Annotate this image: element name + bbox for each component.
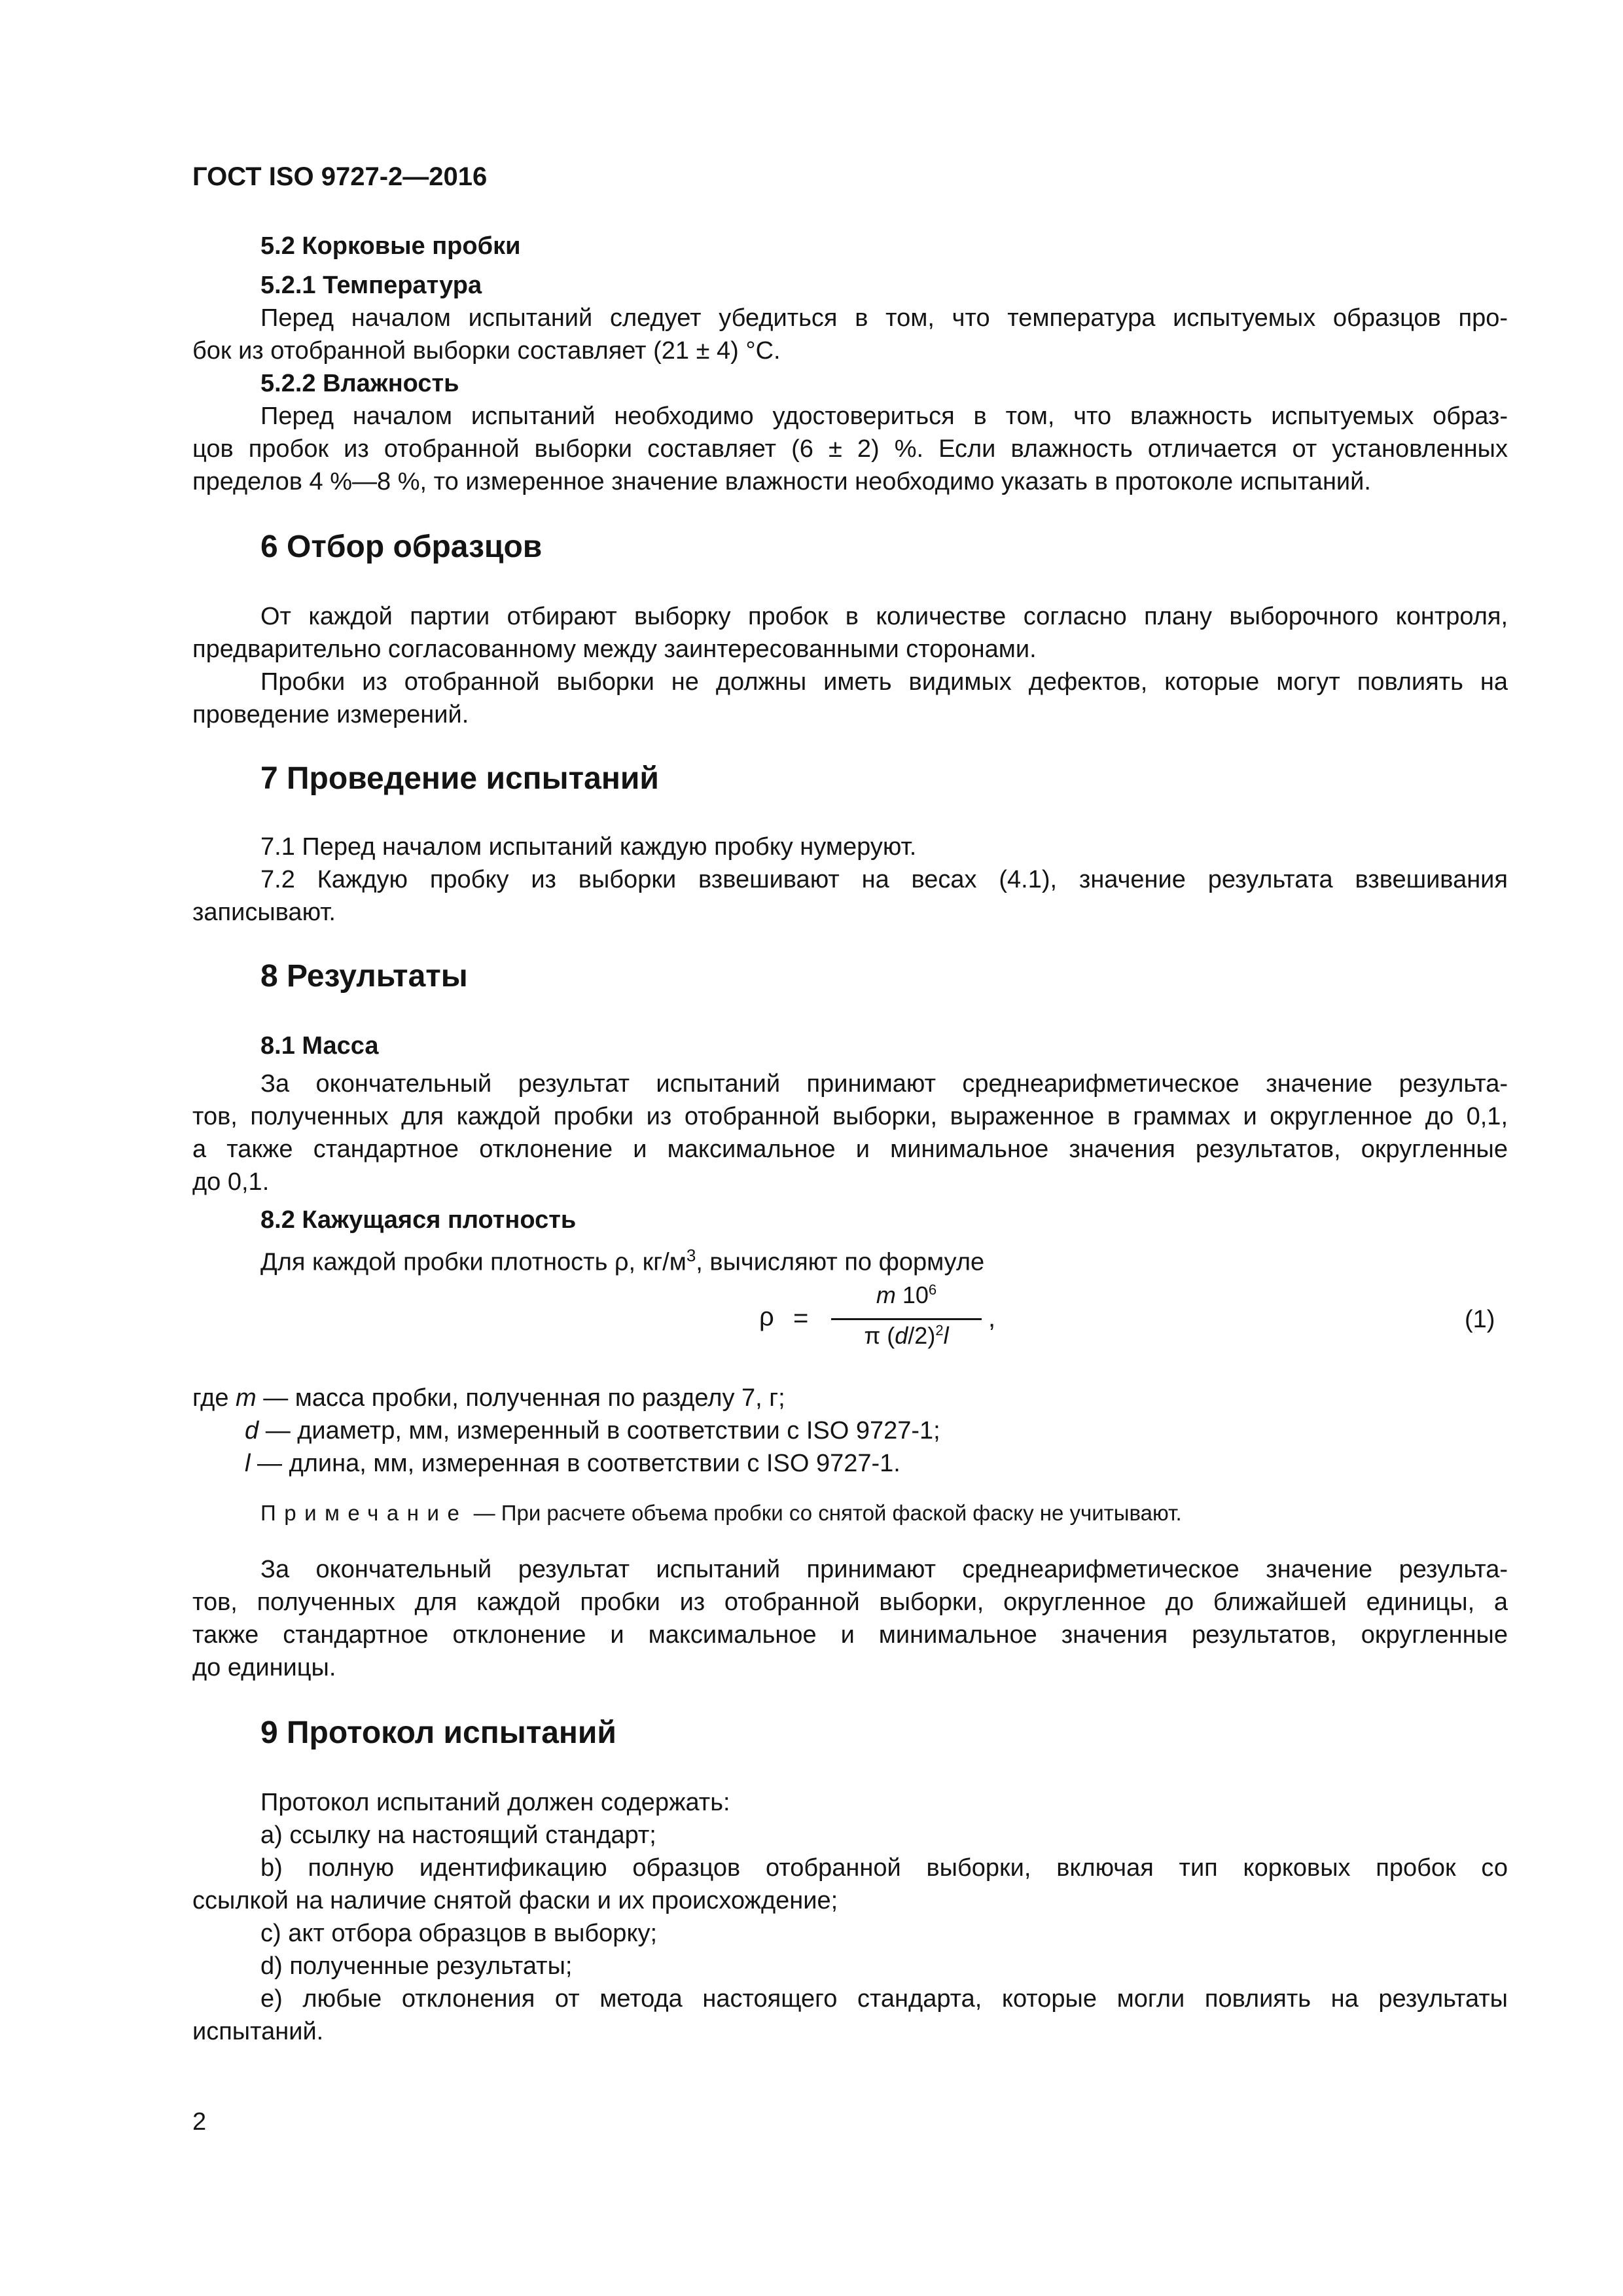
paragraph-line: тов, полученных для каждой пробки из отобранной выборки, округленное до ближайшей единицы, а [192, 1588, 1508, 1616]
formula-intro: Для каждой пробки плотность ρ, $кг/м^3$, вычисляют по формуле [260, 1246, 985, 1276]
section-7-heading: 7 Проведение испытаний [260, 761, 659, 796]
paragraph-line: также стандартное отклонение и максимальное и минимальное значения результатов, округленные [192, 1621, 1508, 1649]
section-8-heading: 8 Результаты [260, 959, 468, 994]
list-item: b) полную идентификацию образцов отобранной выборки, включая тип корковых пробок со [260, 1854, 1508, 1882]
paragraph-line: записывают. [192, 899, 336, 926]
formula-comma: , [988, 1304, 996, 1333]
paragraph-line: проведение измерений. [192, 701, 469, 728]
paragraph-line: до 0,1. [192, 1168, 270, 1196]
section-9-heading: 9 Протокол испытаний [260, 1715, 616, 1750]
formula-equals: = [793, 1304, 809, 1333]
section-6-heading: 6 Отбор образцов [260, 529, 543, 564]
paragraph-line: От каждой партии отбирают выборку пробок в количестве согласно плану выборочного контроля, [260, 603, 1508, 630]
formula-lhs: ρ [759, 1302, 774, 1331]
equation-number: (1) [1465, 1306, 1495, 1333]
section-5-2-2-title: 5.2.2 Влажность [260, 370, 459, 397]
formula-numerator: m $10^6$ [876, 1282, 937, 1308]
list-item: c) акт отбора образцов в выборку; [260, 1920, 658, 1947]
paragraph-line: Перед началом испытаний необходимо удостовериться в том, что влажность испытуемых образ- [260, 403, 1508, 430]
paragraph-line: бок из отобранной выборки составляет (21 ± 4) °С. [192, 337, 781, 365]
section-5-2-1-title: 5.2.1 Температура [260, 272, 482, 299]
paragraph-line: За окончательный результат испытаний принимают среднеарифметическое значение результа- [260, 1070, 1508, 1098]
section-8-1-title: 8.1 Масса [260, 1032, 379, 1060]
list-item-continuation: испытаний. [192, 2018, 324, 2045]
paragraph-line: а также стандартное отклонение и максимальное и минимальное значения результатов, округленные [192, 1136, 1508, 1163]
where-m-line: где m — масса пробки, полученная по разделу 7, г; [192, 1384, 785, 1412]
note: Примечание — При расчете объема пробки со снятой фаской фаску не учитывают. [260, 1501, 1182, 1525]
where-d-line: d — диаметр, мм, измеренный в соответствии с ISO 9727-1; [245, 1417, 940, 1444]
paragraph-line: тов, полученных для каждой пробки из отобранной выборки, выраженное в граммах и округленное до 0,1, [192, 1103, 1508, 1130]
list-item: d) полученные результаты; [260, 1952, 573, 1980]
section-5-2-title: 5.2 Корковые пробки [260, 232, 521, 260]
paragraph-line: Пробки из отобранной выборки не должны иметь видимых дефектов, которые могут повлиять на [260, 668, 1508, 696]
where-l-line: l — длина, мм, измеренная в соответствии с ISO 9727-1. [245, 1450, 901, 1477]
fraction-bar [831, 1318, 982, 1320]
paragraph-line: пределов 4 %—8 %, то измеренное значение влажности необходимо указать в протоколе испытаний. [192, 468, 1371, 495]
formula-denominator: π $(d/2)^2l$ [864, 1322, 949, 1349]
paragraph-line: 7.2 Каждую пробку из выборки взвешивают на весах (4.1), значение результата взвешивания [260, 866, 1508, 893]
paragraph-line: За окончательный результат испытаний принимают среднеарифметическое значение результа- [260, 1556, 1508, 1583]
paragraph-line: предварительно согласованному между заинтересованными сторонами. [192, 636, 1037, 663]
document-header: ГОСТ ISO 9727-2—2016 [192, 162, 488, 191]
paragraph-line: 7.1 Перед началом испытаний каждую пробку нумеруют. [260, 833, 917, 861]
page-number: 2 [192, 2108, 207, 2136]
density-formula [759, 1282, 995, 1367]
list-item-continuation: ссылкой на наличие снятой фаски и их происхождение; [192, 1887, 838, 1914]
paragraph-line: Перед началом испытаний следует убедиться в том, что температура испытуемых образцов про- [260, 304, 1508, 332]
list-item: e) любые отклонения от метода настоящего стандарта, которые могли повлиять на результаты [260, 1985, 1508, 2013]
list-item: a) ссылку на настоящий стандарт; [260, 1821, 656, 1849]
paragraph-line: Протокол испытаний должен содержать: [260, 1789, 730, 1816]
paragraph-line: цов пробок из отобранной выборки составляет (6 ± 2) %. Если влажность отличается от установленных [192, 435, 1508, 463]
section-8-2-title: 8.2 Кажущаяся плотность [260, 1206, 577, 1234]
paragraph-line: до единицы. [192, 1654, 336, 1681]
